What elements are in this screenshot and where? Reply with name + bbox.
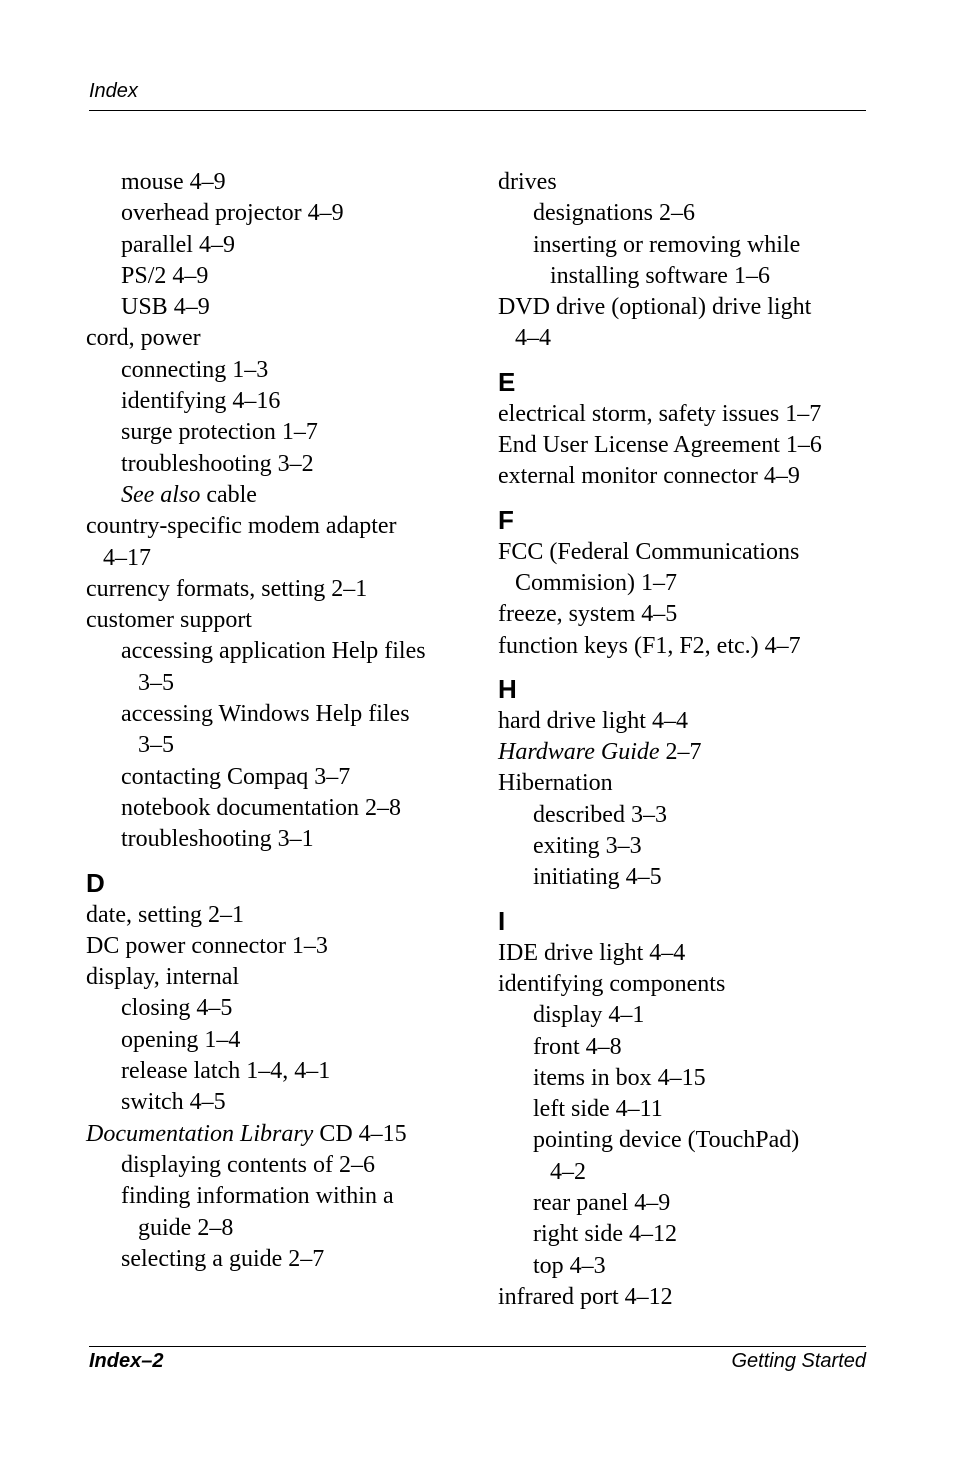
index-subentry: contacting Compaq 3–7: [121, 763, 351, 790]
index-entry-continuation: 4–4: [515, 325, 551, 352]
index-subentry: display 4–1: [533, 1002, 645, 1029]
index-entry: drives: [498, 169, 557, 195]
running-footer: [89, 1350, 866, 1373]
index-entry-continuation: 4–17: [103, 544, 151, 571]
index-entry: identifying components: [498, 970, 726, 997]
index-entry: infrared port 4–12: [498, 1283, 673, 1310]
index-entry-continuation: Commision) 1–7: [515, 569, 678, 596]
index-subentry: designations 2–6: [533, 200, 695, 227]
index-subentry: finding information within a: [121, 1183, 394, 1210]
index-subentry: right side 4–12: [533, 1221, 677, 1248]
index-entry: DC power connector 1–3: [86, 932, 328, 959]
index-subentry: selecting a guide 2–7: [121, 1245, 325, 1272]
index-entry: date, setting 2–1: [86, 901, 244, 928]
index-subentry: opening 1–4: [121, 1026, 241, 1053]
index-subentry: accessing application Help files: [121, 638, 426, 665]
index-column-right: [498, 167, 878, 1313]
index-section-letter: E: [498, 366, 516, 397]
index-subentry: connecting 1–3: [121, 356, 269, 383]
index-entry-italic-term: Documentation Library: [86, 1120, 314, 1147]
index-subentry: front 4–8: [533, 1033, 622, 1060]
index-entry-italic-term: Hardware Guide: [498, 739, 660, 766]
index-section-letter: F: [498, 504, 514, 535]
index-subentry: described 3–3: [533, 801, 667, 828]
page-number: Index–2: [89, 1350, 164, 1372]
index-entry-continuation: installing software 1–6: [550, 262, 770, 289]
index-subentry: release latch 1–4, 4–1: [121, 1058, 331, 1085]
index-subentry: USB 4–9: [121, 294, 210, 321]
index-entry: external monitor connector 4–9: [498, 463, 800, 490]
index-section-letter: H: [498, 673, 517, 704]
index-entry: country-specific modem adapter: [86, 513, 397, 540]
index-entry: customer support: [86, 607, 252, 634]
index-subentry: overhead projector 4–9: [121, 200, 344, 227]
index-subentry: [86, 480, 466, 511]
running-header: Index: [89, 80, 138, 102]
index-subentry: identifying 4–16: [121, 388, 281, 415]
index-entry: display, internal: [86, 964, 240, 991]
index-subentry: parallel 4–9: [121, 231, 235, 258]
index-entry: electrical storm, safety issues 1–7: [498, 400, 822, 427]
index-subentry: top 4–3: [533, 1252, 606, 1279]
index-entry: cord, power: [86, 325, 201, 352]
index-entry-continuation: 4–2: [550, 1158, 586, 1185]
index-subentry: displaying contents of 2–6: [121, 1151, 375, 1178]
index-subentry: troubleshooting 3–2: [121, 450, 314, 477]
index-entry-text: CD 4–15: [313, 1120, 407, 1147]
index-subentry: PS/2 4–9: [121, 262, 209, 289]
index-entry-text: cable: [200, 481, 257, 508]
index-entry-continuation: 3–5: [138, 669, 174, 696]
index-subentry: rear panel 4–9: [533, 1190, 671, 1217]
index-entry: End User License Agreement 1–6: [498, 432, 822, 459]
index-subentry: closing 4–5: [121, 995, 233, 1022]
index-subentry: initiating 4–5: [533, 864, 662, 891]
index-entry-italic-term: See also: [121, 481, 201, 508]
index-entry: function keys (F1, F2, etc.) 4–7: [498, 632, 801, 659]
index-entry: freeze, system 4–5: [498, 601, 678, 628]
book-title: Getting Started: [731, 1350, 866, 1372]
index-subentry: pointing device (TouchPad): [533, 1127, 800, 1154]
index-entry-continuation: guide 2–8: [138, 1214, 234, 1241]
index-entry: hard drive light 4–4: [498, 707, 688, 734]
index-section-letter: I: [498, 905, 506, 936]
index-entry: [86, 1119, 466, 1150]
index-entry: DVD drive (optional) drive light: [498, 294, 812, 321]
index-entry: [498, 737, 878, 768]
index-subentry: switch 4–5: [121, 1089, 226, 1116]
index-subentry: items in box 4–15: [533, 1064, 706, 1091]
index-subentry: exiting 3–3: [533, 833, 642, 860]
footer-rule: [89, 1346, 866, 1347]
index-entry: currency formats, setting 2–1: [86, 575, 368, 602]
index-subentry: inserting or removing while: [533, 231, 801, 258]
index-subentry: accessing Windows Help files: [121, 701, 410, 728]
index-column-left: [86, 167, 466, 1275]
index-entry: IDE drive light 4–4: [498, 939, 686, 966]
index-subentry: troubleshooting 3–1: [121, 826, 314, 853]
index-entry-continuation: 3–5: [138, 732, 174, 759]
index-section-letter: D: [86, 867, 105, 898]
index-subentry: surge protection 1–7: [121, 419, 318, 446]
header-rule: [89, 110, 866, 111]
index-entry: FCC (Federal Communications: [498, 538, 800, 565]
index-entry-text: 2–7: [659, 739, 702, 766]
index-entry: Hibernation: [498, 770, 613, 797]
index-subentry: mouse 4–9: [121, 169, 226, 195]
index-subentry: notebook documentation 2–8: [121, 794, 401, 821]
index-subentry: left side 4–11: [533, 1096, 663, 1123]
